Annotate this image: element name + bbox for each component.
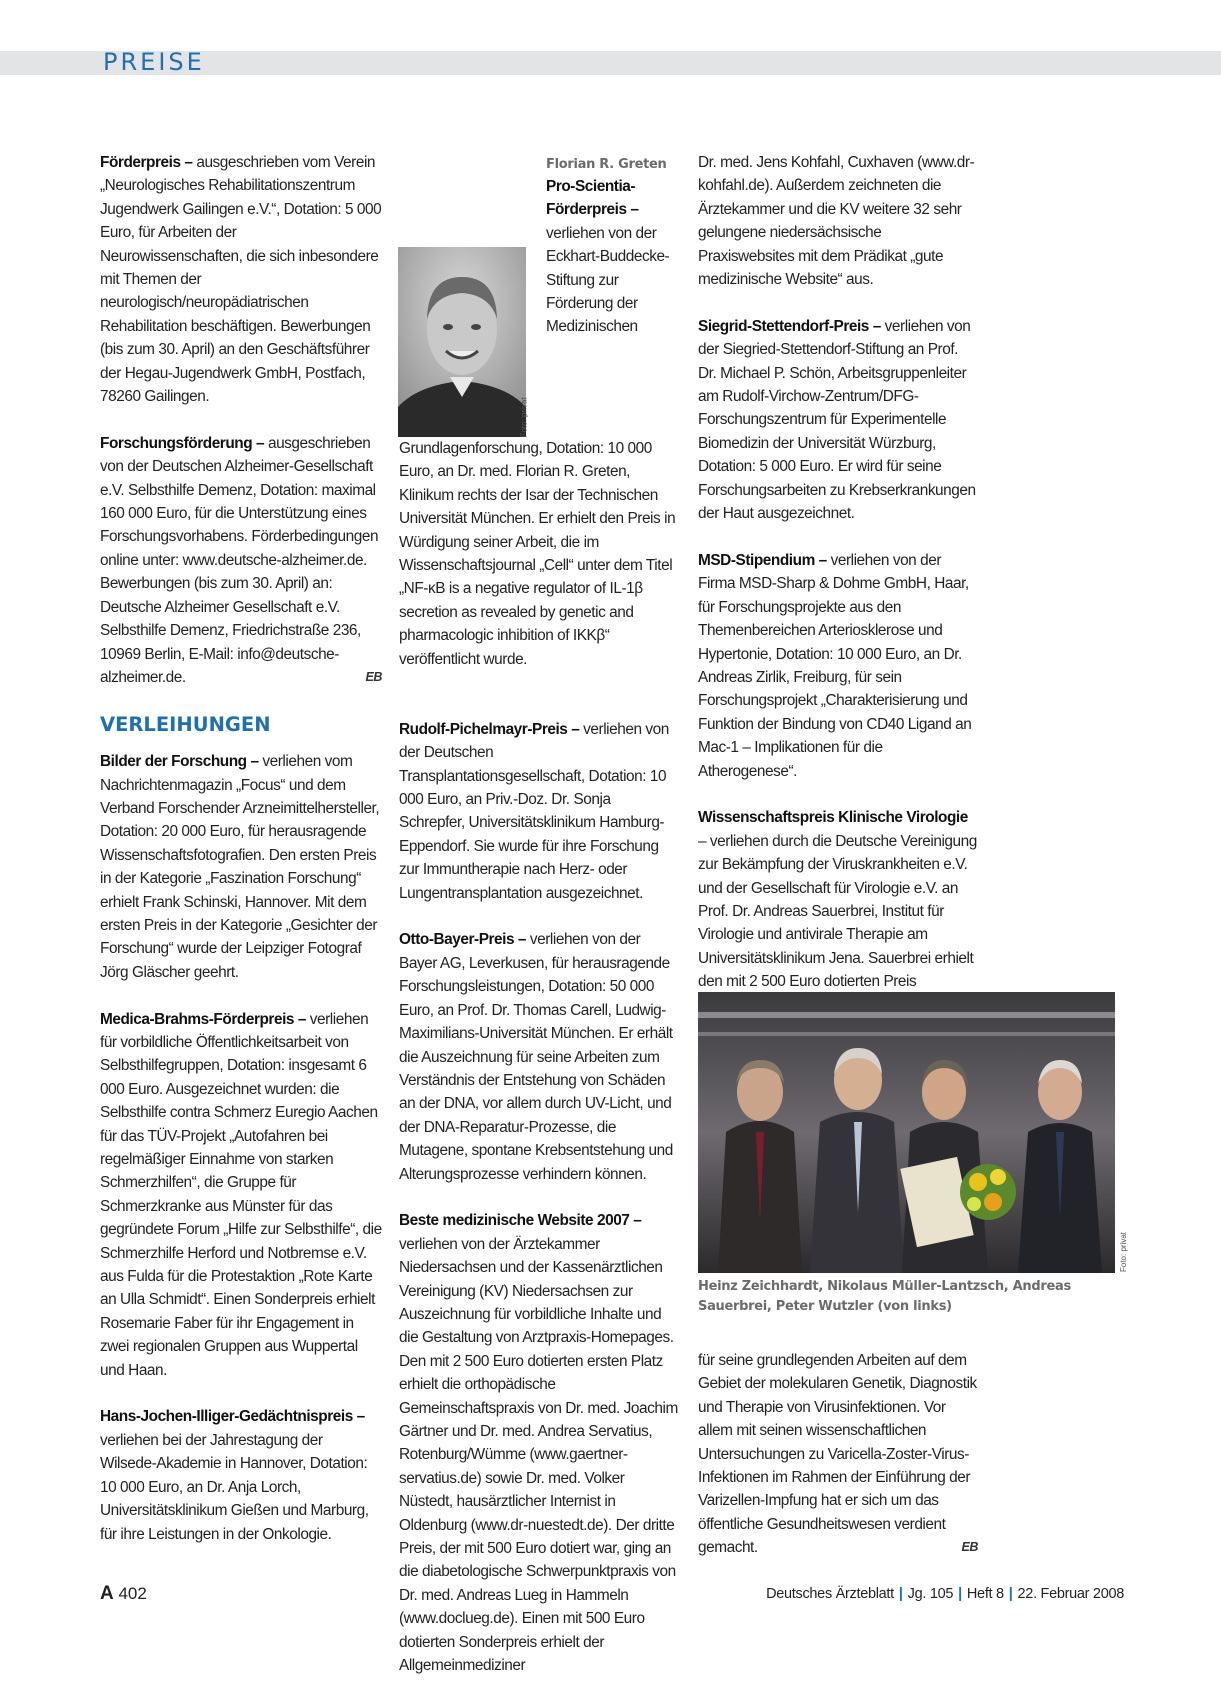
photo-credit: Foto: privat xyxy=(519,396,529,437)
article-title: Wissenschaftspreis Klinische Virologie xyxy=(698,809,968,827)
article-title: Bilder der Forschung – xyxy=(100,753,259,771)
article-title: Rudolf-Pichelmayr-Preis – xyxy=(399,720,580,738)
column-3 xyxy=(698,151,978,1017)
article-text: für seine grundlegenden Arbeiten auf dem Gebiet der molekularen Genetik, Diagnostik und Therapie von Virusinfektionen. Vor allem mit seinen wissenschaftlichen Untersuchungen zu Varicella-Zoster-Virus-Infektionen im Rahmen der Einführung der Varizellen-Impfung hat er sich um das öffentliche Gesundheitswesen verdient gemacht. xyxy=(698,1352,977,1557)
article-msd-stipendium xyxy=(698,549,978,783)
article-text: Dr. med. Jens Kohfahl, Cuxhaven (www.dr-kohfahl.de). Außerdem zeichneten die Ärztekammer und die KV weitere 32 sehr gelungene niedersächsische Praxiswebsites mit dem Prädikat „gute medizinische Website“ aus. xyxy=(698,154,975,289)
journal-issue: Heft 8 xyxy=(966,1586,1004,1602)
article-website-continued xyxy=(698,151,978,291)
journal-volume: Jg. 105 xyxy=(907,1586,954,1602)
article-virologie xyxy=(698,806,978,993)
journal-name: Deutsches Ärzteblatt xyxy=(766,1586,894,1602)
group-photo-caption: Heinz Zeichhardt, Nikolaus Müller-Lantzsch, Andreas Sauerbrei, Peter Wutzler (von links) xyxy=(698,1279,1071,1314)
portrait-figure xyxy=(398,247,546,437)
article-title: Förderpreis – xyxy=(100,154,193,171)
article-text: verliehen von der Bayer AG, Leverkusen, für herausragende Forschungsleistungen, Dotation: 50 000 Euro, an Prof. Dr. Thomas Carell, Ludwig-Maximilians-Universität München. Er erhält die Auszeichnung für seine Arbeiten zum Verständnis der Entstehung von Schäden an der DNA, vor allem durch UV-Licht, und der DNA-Reparatur-Prozesse, die Mutagene, spontane Krebsentstehung und Alterungsprozesse verhindern können. xyxy=(399,931,673,1183)
article-text: ausgeschrieben vom Verein „Neurologisches Rehabilitationszentrum Jugendwerk Gailingen e.V.“, Dotation: 5 000 Euro, für Arbeiten der Neurowissenschaften, die sich inbesondere mit Themen der neurologisch/neuropädiatrischen Rehabilitation beschäftigen. Bewerbungen (bis zum 30. April) an den Geschäftsführer der Hegau-Jugendwerk GmbH, Postfach, 78260 Gailingen. xyxy=(100,154,382,406)
article-medica-brahms xyxy=(100,1008,382,1383)
column-1 xyxy=(100,151,382,1569)
article-pichelmayr xyxy=(399,718,678,905)
article-illiger-preis xyxy=(100,1405,382,1545)
subheading-verleihungen: VERLEIHUNGEN xyxy=(100,712,271,736)
article-text: verliehen von der Deutschen Transplantationsgesellschaft, Dotation: 10 000 Euro, an Priv.-Doz. Dr. Sonja Schrepfer, Universitätsklinikum Hamburg-Eppendorf. Sie wurde für ihre Forschung zur Immuntherapie nach Herz- oder Lungentransplantation ausgezeichnet. xyxy=(399,720,669,902)
group-photo xyxy=(698,992,1115,1273)
article-otto-bayer xyxy=(399,928,678,1185)
separator: | xyxy=(958,1586,962,1602)
group-photo-image xyxy=(698,992,1115,1273)
article-bilder-der-forschung xyxy=(100,750,382,984)
journal-info xyxy=(766,1586,1124,1602)
separator: | xyxy=(898,1586,903,1602)
portrait-photo xyxy=(398,247,526,437)
group-photo-credit: Foto: privat xyxy=(1119,1231,1128,1272)
article-title: MSD-Stipendium – xyxy=(698,551,827,569)
article-text: verliehen von der Firma MSD-Sharp & Dohme GmbH, Haar, für Forschungsprojekte aus den Themenbereichen Arteriosklerose und Hypertonie, Dotation: 10 000 Euro, an Dr. Andreas Zirlik, Freiburg, für sein Forschungsprojekt „Charakterisierung und Funktion der Bindung von CD40 Ligand an Mac-1 – Implikationen für die Atherogenese“. xyxy=(698,551,972,780)
article-beste-website xyxy=(399,1209,678,1677)
article-title: Otto-Bayer-Preis – xyxy=(399,931,527,949)
article-text: verliehen von der Siegried-Stettendorf-Stiftung an Prof. Dr. Michael P. Schön, Arbeitsgruppenleiter am Rudolf-Virchow-Zentrum/DFG-Forschungszentrum für Experimentelle Biomedizin der Universität Würzburg, Dotation: 5 000 Euro. Er wird für seine Forschungsarbeiten zu Krebserkrankungen der Haut ausgezeichnet. xyxy=(698,317,976,523)
page-number-value: 402 xyxy=(118,1584,147,1603)
journal-date: 22. Februar 2008 xyxy=(1017,1586,1124,1602)
article-text: – verliehen durch die Deutsche Vereinigung zur Bekämpfung der Viruskrankheiten e.V. und der Gesellschaft für Virologie e.V. an Prof. Dr. Andreas Sauerbrei, Institut für Virologie und antivirale Therapie am Universitätsklinikum Jena. Sauerbrei erhielt den mit 2 500 Euro dotierten Preis xyxy=(698,832,977,991)
article-title: Beste medizinische Website 2007 – xyxy=(399,1212,642,1230)
column-3-continued xyxy=(698,1349,978,1583)
article-foerderpreis xyxy=(100,151,382,408)
article-title: Forschungsförderung – xyxy=(100,434,265,452)
page-number xyxy=(100,1583,147,1605)
article-title: Hans-Jochen-Illiger-Gedächtnispreis – xyxy=(100,1408,365,1426)
article-text: verliehen bei der Jahrestagung der Wilsede-Akademie in Hannover, Dotation: 10 000 Euro, an Dr. Anja Lorch, Universitätsklinikum Gießen und Marburg, für ihre Leistungen in der Onkologie. xyxy=(100,1431,369,1543)
article-title: Siegrid-Stettendorf-Preis – xyxy=(698,317,881,335)
article-stettendorf xyxy=(698,315,978,526)
portrait-caption: Florian R. Greten xyxy=(546,157,667,172)
article-text: verliehen vom Nachrichtenmagazin „Focus“ und dem Verband Forschender Arzneimittelhersteller, Dotation: 20 000 Euro, für herausragende Wissenschaftsfotografien. Den ersten Preis in der Kategorie „Faszination Forschung“ erhielt Frank Schinski, Hannover. Mit dem ersten Preis in der Kategorie „Gesichter der Forschung“ wurde der Leipziger Fotograf Jörg Gläscher geehrt. xyxy=(100,753,380,981)
page-letter: A xyxy=(100,1583,114,1604)
article-text: ausgeschrieben von der Deutschen Alzheimer-Gesellschaft e.V. Selbsthilfe Demenz, Dotation: maximal 160 000 Euro, für die Unterstützung eines Forschungsvorhabens. Förderbedingungen online unter: www.deutsche-alzheimer.de. Bewerbungen (bis zum 30. April) an: Deutsche Alzheimer Gesellschaft e.V. Selbsthilfe Demenz, Friedrichstraße 236, 10969 Berlin, E-Mail: info@deutsche-alzheimer.de. xyxy=(100,434,379,686)
section-label: PREISE xyxy=(103,48,205,76)
column-2 xyxy=(399,151,678,1701)
article-text: verliehen von der Ärztekammer Niedersachsen und der Kassenärztlichen Vereinigung (KV) Niedersachsen zur Auszeichnung für vorbildliche Inhalte und die Gestaltung von Arztpraxis-Homepages. Den mit 2 500 Euro dotierten ersten Platz erhielt die orthopädische Gemeinschaftspraxis von Dr. med. Joachim Gärtner und Dr. med. Andrea Servatius, Rotenburg/Wümme (www.gaertner-servatius.de) sowie Dr. med. Volker Nüstedt, hausärztlicher Internist in Oldenburg (www.dr-nuestedt.de). Der dritte Preis, der mit 500 Euro dotiert war, ging an die diabetologische Schwerpunktpraxis von Dr. med. Andreas Lueg in Hammeln (www.doclueg.de). Einen mit 500 Euro dotierten Sonderpreis erhielt der Allgemeinmediziner xyxy=(399,1235,678,1675)
author-signature: EB xyxy=(961,1540,978,1555)
article-text: verliehen von der Eckhart-Buddecke-Stiftung zur Förderung der Medizinischen Grundlagenforschung, Dotation: 10 000 Euro, an Dr. med. Florian R. Greten, Klinikum rechts der Isar der Technischen Universität München. Er erhielt den Preis in Würdigung seiner Arbeit, die im Wissenschaftsjournal „Cell“ unter dem Titel „NF-κB is a negative regulator of IL-1β secretion as revealed by genetic and pharmacologic inhibition of IKKβ“ veröffentlicht wurde. xyxy=(399,224,676,668)
article-virologie-continued xyxy=(698,1349,978,1560)
article-forschungsfoerderung xyxy=(100,432,382,689)
separator: | xyxy=(1008,1586,1013,1602)
article-text: verliehen für vorbildliche Öffentlichkeitsarbeit von Selbsthilfegruppen, Dotation: insgesamt 6 000 Euro. Ausgezeichnet wurden: die Selbsthilfe contra Schmerz Euregio Aachen für das TÜV-Projekt „Autofahren bei regelmäßiger Einnahme von starken Schmerzhilfen“, die Gruppe für Schmerzkranke aus Münster für das gegründete Forum „Hilfe zur Selbsthilfe“, die Schmerzhilfe Herford und Notbremse e.V. aus Fulda für die Protestaktion „Rote Karte an Ulla Schmidt“. Einen Sonderpreis erhielt Rosemarie Faber für ihr Engagement in zwei regionalen Gruppen aus Wuppertal und Haan. xyxy=(100,1010,382,1379)
article-title: Medica-Brahms-Förderpreis – xyxy=(100,1010,306,1028)
article-title: Pro-Scientia-Förderpreis – xyxy=(546,178,639,219)
portrait-image xyxy=(398,247,526,437)
author-signature: EB xyxy=(365,669,382,684)
